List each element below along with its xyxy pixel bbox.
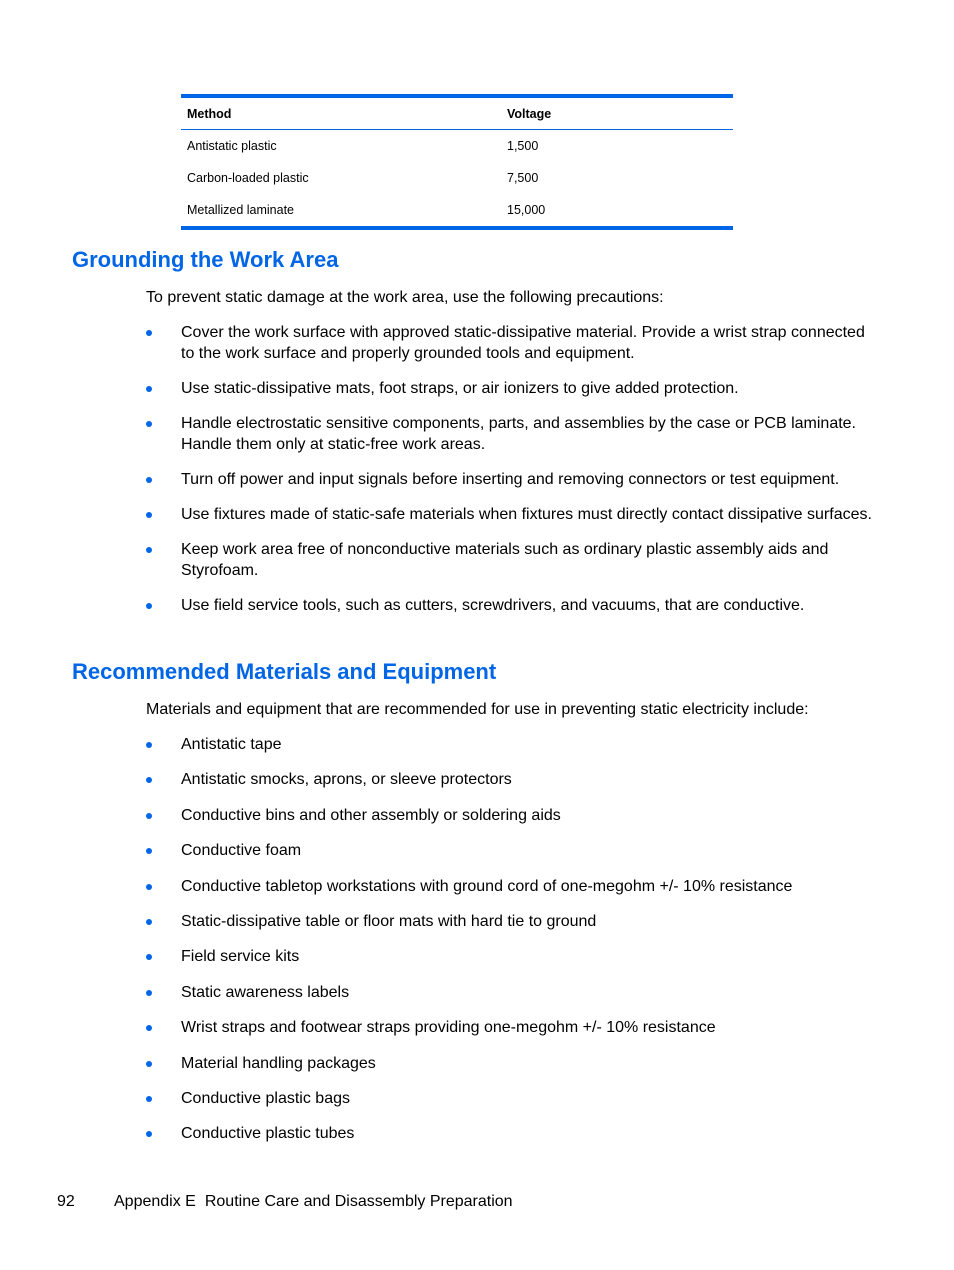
bullet-dot-icon xyxy=(146,919,152,925)
list-item-text: Field service kits xyxy=(181,948,300,966)
section-heading-materials: Recommended Materials and Equipment xyxy=(72,659,497,684)
bullet-dot-icon xyxy=(146,742,152,748)
list-item xyxy=(146,469,876,490)
bullet-dot-icon xyxy=(146,1096,152,1102)
list-item-text: Use fixtures made of static-safe materials when fixtures must directly contact dissipative surfaces. xyxy=(181,506,872,523)
list-item xyxy=(146,805,876,826)
footer-chapter-title: Routine Care and Disassembly Preparation xyxy=(204,1193,513,1210)
column-header-method: Method xyxy=(181,98,501,130)
bullet-dot-icon xyxy=(146,421,152,427)
list-item-text: Conductive bins and other assembly or soldering aids xyxy=(181,806,561,824)
list-item-text: Cover the work surface with approved static-dissipative material. Provide a wrist strap connected to the work surface and properly grounded tools and equipment. xyxy=(181,324,865,362)
list-item-text: Wrist straps and footwear straps providing one-megohm +/- 10% resistance xyxy=(181,1019,716,1037)
materials-equipment-list xyxy=(146,734,876,1159)
list-item-text: Conductive plastic tubes xyxy=(181,1125,355,1143)
bullet-dot-icon xyxy=(146,954,152,960)
table-row xyxy=(181,194,733,226)
list-item xyxy=(146,769,876,790)
list-item xyxy=(146,1088,876,1109)
bullet-dot-icon xyxy=(146,884,152,890)
list-item-text: Use field service tools, such as cutters, screwdrivers, and vacuums, that are conductive. xyxy=(181,597,805,614)
list-item-text: Antistatic tape xyxy=(181,736,282,753)
bullet-dot-icon xyxy=(146,547,152,553)
table-row xyxy=(181,162,733,194)
list-item-text: Use static-dissipative mats, foot straps, or air ionizers to give added protection. xyxy=(181,380,739,397)
bullet-dot-icon xyxy=(146,848,152,854)
list-item xyxy=(146,378,876,399)
list-item-text: Antistatic smocks, aprons, or sleeve protectors xyxy=(181,771,512,789)
voltage-table xyxy=(181,94,733,230)
bullet-dot-icon xyxy=(146,1025,152,1031)
list-item xyxy=(146,322,876,364)
list-item xyxy=(146,840,876,861)
list-item-text: Material handling packages xyxy=(181,1054,376,1072)
list-item xyxy=(146,1053,876,1074)
footer-appendix-label: Appendix E xyxy=(114,1193,196,1210)
list-item-text: Handle electrostatic sensitive components, parts, and assemblies by the case or PCB laminate. Handle them only at static-free work areas. xyxy=(181,415,856,453)
bullet-dot-icon xyxy=(146,386,152,392)
table-cell-voltage: 1,500 xyxy=(507,139,539,153)
voltage-table-grid xyxy=(181,98,733,226)
page-footer xyxy=(57,1192,513,1212)
bullet-dot-icon xyxy=(146,990,152,996)
list-item-text: Conductive plastic bags xyxy=(181,1089,350,1107)
list-item xyxy=(146,539,876,581)
list-item xyxy=(146,982,876,1003)
list-item xyxy=(146,876,876,897)
table-cell-method: Metallized laminate xyxy=(187,203,294,217)
table-cell-voltage: 7,500 xyxy=(507,171,539,185)
list-item xyxy=(146,595,876,616)
column-header-voltage: Voltage xyxy=(501,98,733,130)
grounding-precautions-list xyxy=(146,322,876,630)
list-item xyxy=(146,413,876,455)
bullet-dot-icon xyxy=(146,777,152,783)
list-item xyxy=(146,734,876,755)
list-item xyxy=(146,1017,876,1038)
bullet-dot-icon xyxy=(146,1061,152,1067)
list-item-text: Conductive tabletop workstations with ground cord of one-megohm +/- 10% resistance xyxy=(181,877,793,895)
bullet-dot-icon xyxy=(146,512,152,518)
section-heading-grounding: Grounding the Work Area xyxy=(72,247,339,272)
list-item-text: Conductive foam xyxy=(181,842,302,860)
list-item xyxy=(146,1123,876,1144)
list-item-text: Keep work area free of nonconductive materials such as ordinary plastic assembly aids and Styrofoam. xyxy=(181,541,829,579)
page-number: 92 xyxy=(57,1193,75,1210)
table-header-row xyxy=(181,98,733,130)
list-item-text: Static-dissipative table or floor mats with hard tie to ground xyxy=(181,912,597,930)
bullet-dot-icon xyxy=(146,1131,152,1137)
bullet-dot-icon xyxy=(146,477,152,483)
list-item xyxy=(146,504,876,525)
table-row xyxy=(181,130,733,163)
list-item xyxy=(146,911,876,932)
bullet-dot-icon xyxy=(146,813,152,819)
table-cell-method: Carbon-loaded plastic xyxy=(187,171,309,185)
bullet-dot-icon xyxy=(146,603,152,609)
list-item-text: Static awareness labels xyxy=(181,983,350,1001)
table-cell-voltage: 15,000 xyxy=(507,203,546,217)
list-item-text: Turn off power and input signals before inserting and removing connectors or test equipment. xyxy=(181,471,840,488)
section-intro-grounding: To prevent static damage at the work area, use the following precautions: xyxy=(146,289,664,306)
bullet-dot-icon xyxy=(146,330,152,336)
table-cell-method: Antistatic plastic xyxy=(187,139,277,153)
list-item xyxy=(146,946,876,967)
section-intro-materials: Materials and equipment that are recommended for use in preventing static electricity include: xyxy=(146,701,809,718)
